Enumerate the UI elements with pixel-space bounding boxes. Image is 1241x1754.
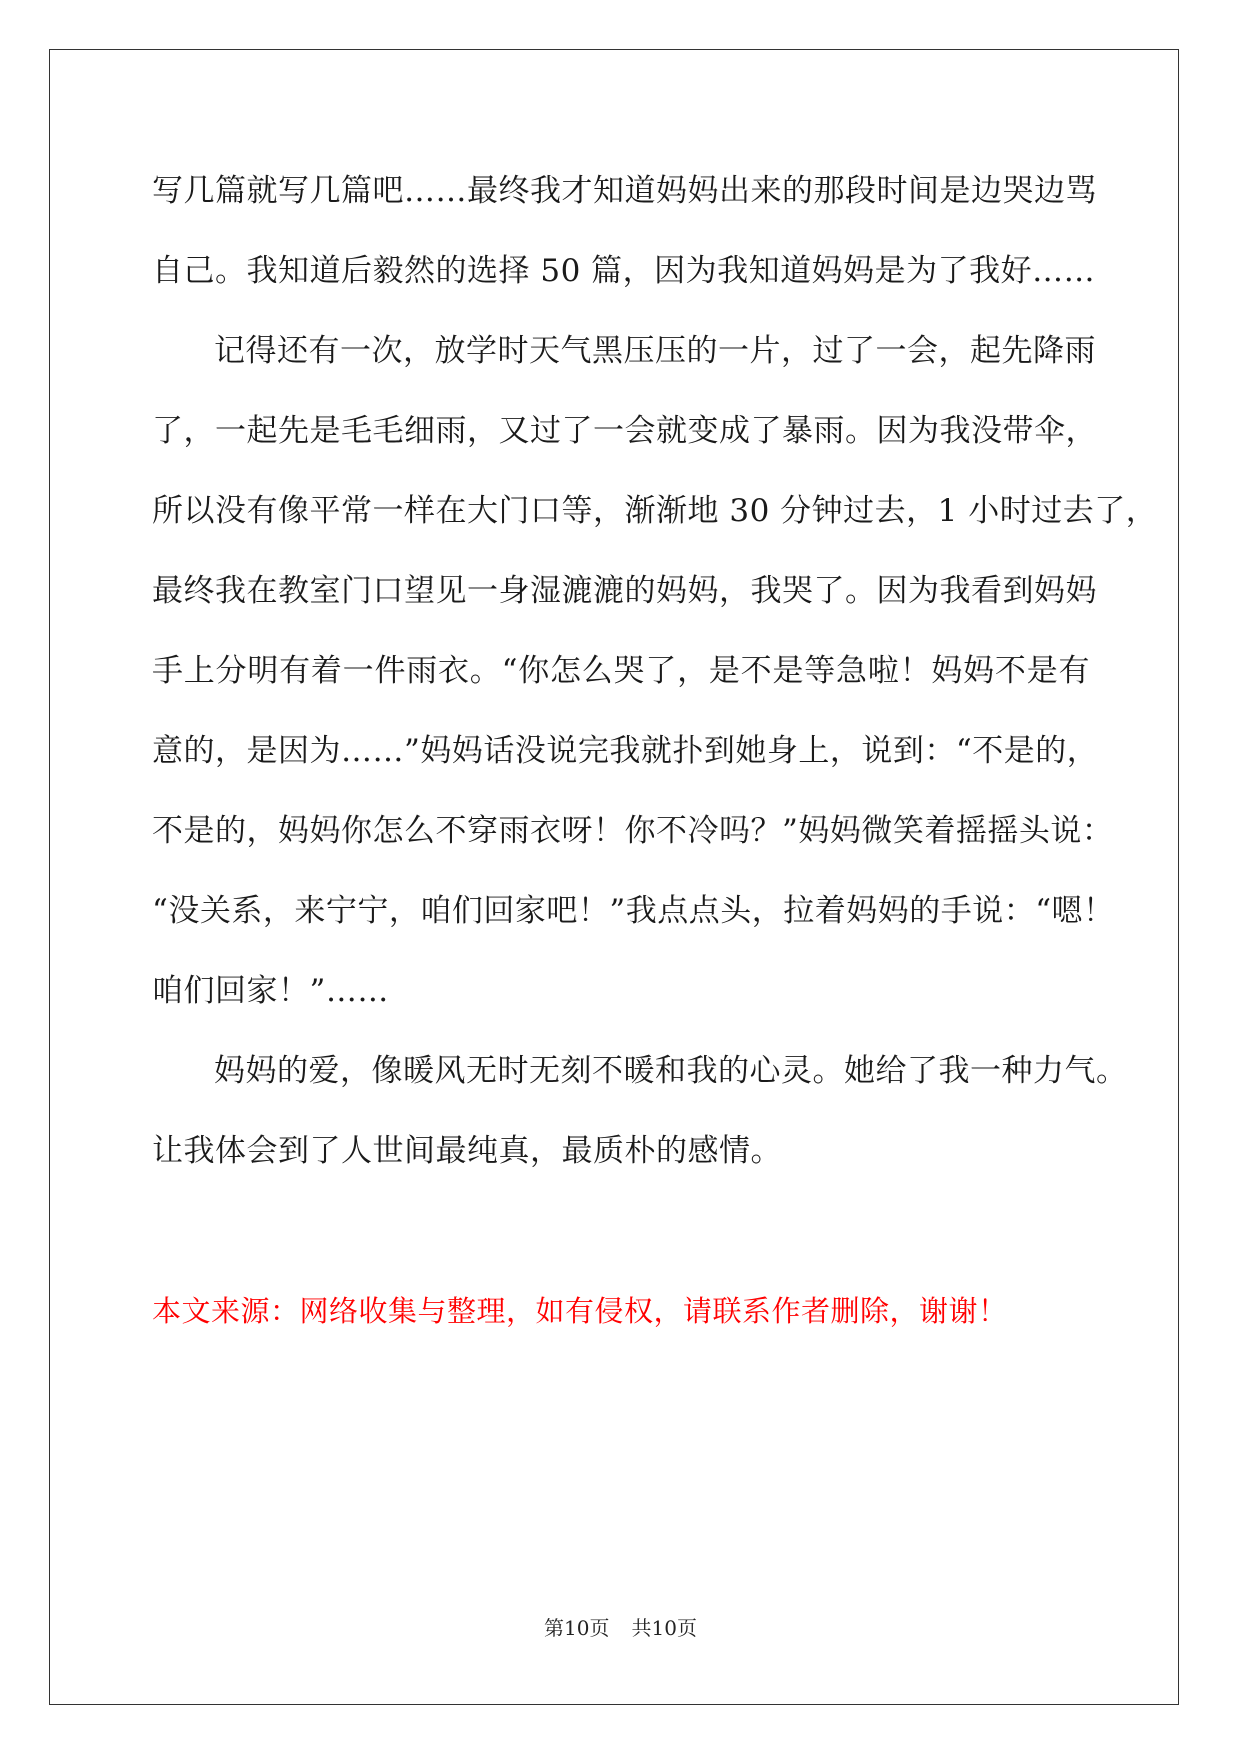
page-number: 第10页 [544,1616,610,1640]
body-line: 自己。我知道后毅然的选择 50 篇，因为我知道妈妈是为了我好…… [152,253,1096,289]
body-line: 写几篇就写几篇吧……最终我才知道妈妈出来的那段时间是边哭边骂 [152,173,1097,209]
body-line: 咱们回家！”…… [152,973,389,1009]
body-line: 手上分明有着一件雨衣。“你怎么哭了，是不是等急啦！妈妈不是有 [152,653,1090,689]
body-line: 了，一起先是毛毛细雨，又过了一会就变成了暴雨。因为我没带伞， [152,413,1097,449]
blank-line [152,1200,1090,1280]
body-line: “没关系，来宁宁，咱们回家吧！”我点点头，拉着妈妈的手说：“嗯！ [152,893,1115,929]
body-line: 不是的，妈妈你怎么不穿雨衣呀！你不冷吗？”妈妈微笑着摇摇头说： [152,813,1114,849]
page-total: 共10页 [631,1616,697,1640]
source-note: 本文来源：网络收集与整理，如有侵权，请联系作者删除，谢谢！ [152,1294,1008,1328]
body-line: 最终我在教室门口望见一身湿漉漉的妈妈，我哭了。因为我看到妈妈 [152,573,1097,609]
body-line: 意的，是因为……”妈妈话没说完我就扑到她身上，说到：“不是的， [152,733,1099,769]
page-footer [0,1612,1241,1641]
body-line: 所以没有像平常一样在大门口等，渐渐地 30 分钟过去，1 小时过去了， [152,493,1158,529]
paragraph-start-line: 记得还有一次，放学时天气黑压压的一片，过了一会，起先降雨 [214,333,1096,369]
paragraph-start-line: 妈妈的爱，像暖风无时无刻不暖和我的心灵。她给了我一种力气。 [214,1053,1128,1089]
body-line: 让我体会到了人世间最纯真，最质朴的感情。 [152,1133,782,1169]
document-body [152,160,1158,1360]
